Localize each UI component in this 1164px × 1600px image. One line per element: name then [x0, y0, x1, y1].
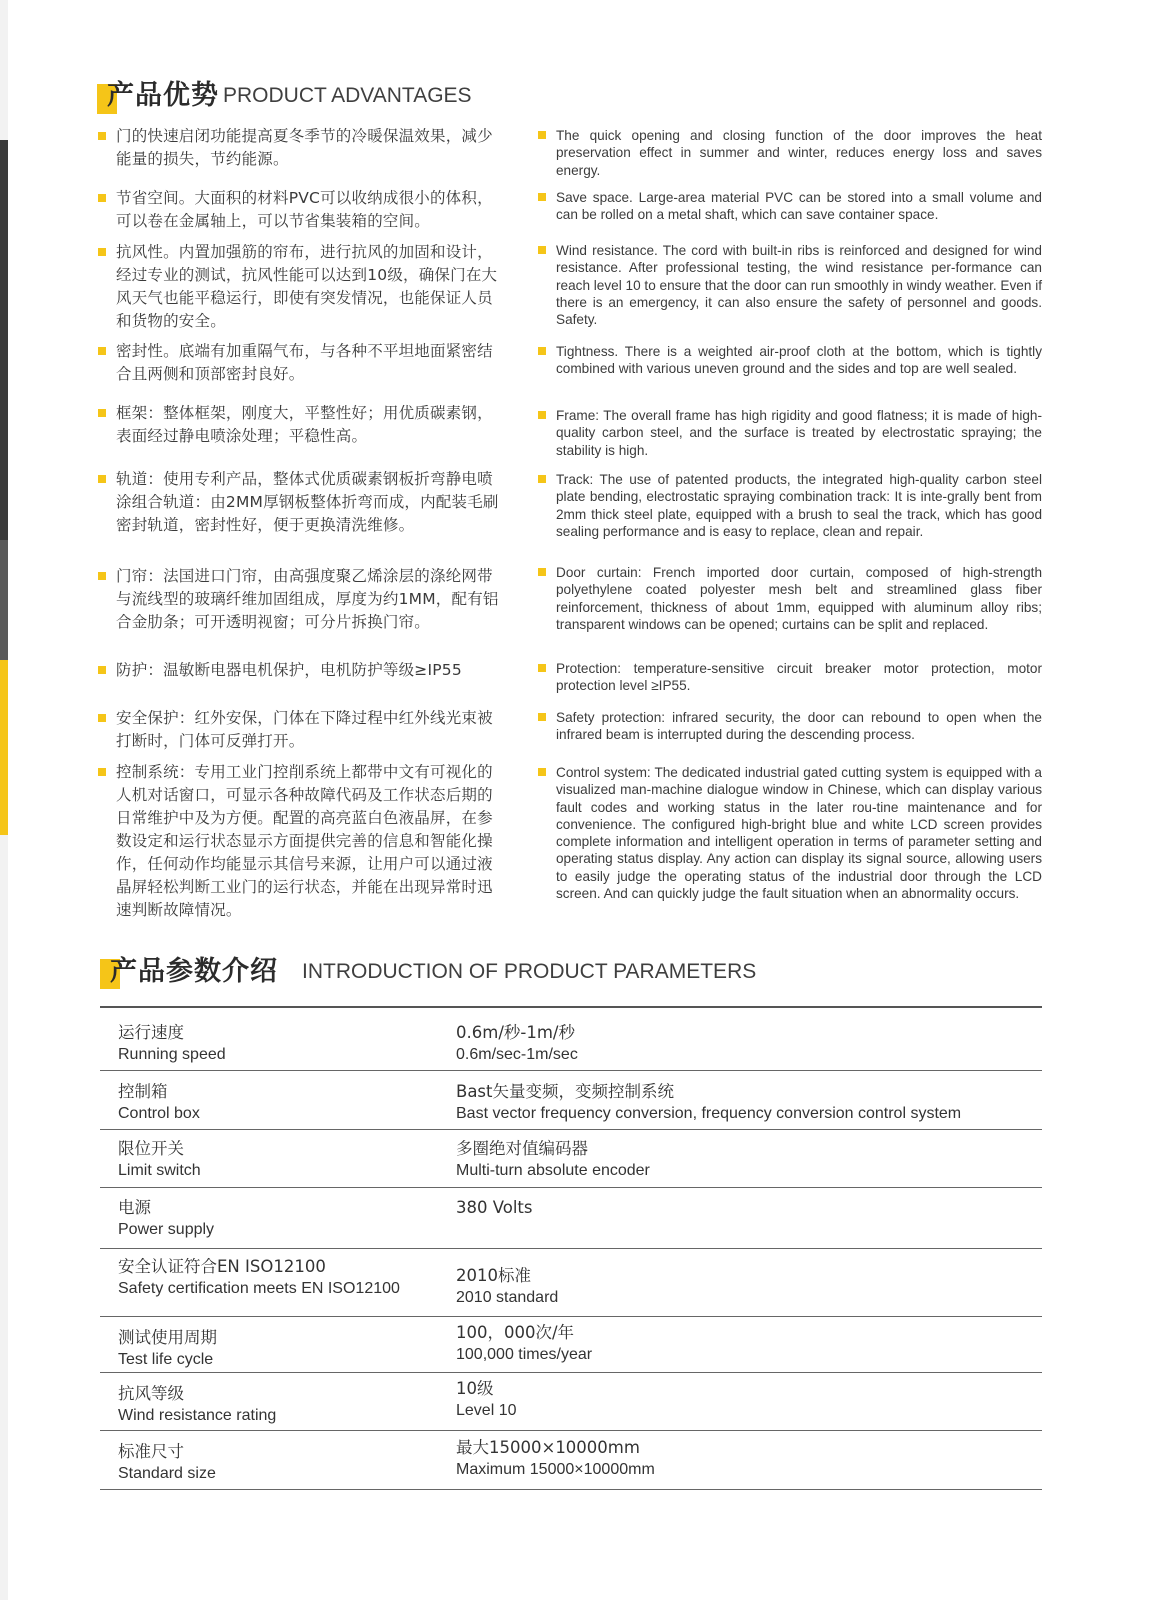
advantage-zh-item: 节省空间。大面积的材料PVC可以收纳成很小的体积，可以卷在金属轴上，可以节省集装箱的空间。: [98, 187, 504, 233]
advantage-zh-item: 安全保护：红外安保，门体在下降过程中红外线光束被打断时，门体可反弹打开。: [98, 707, 504, 753]
param-label: 电源 Power supply: [118, 1198, 215, 1238]
table-row: [100, 1317, 1042, 1373]
bullet-square: [538, 768, 546, 776]
bullet-square: [538, 131, 546, 139]
bullet-square: [538, 568, 546, 576]
table-row: [100, 1130, 1042, 1188]
advantage-en-item: The quick opening and closing function of the door improves the heat preservation effect in summer and winter, reduces energy loss and saves energy.: [538, 127, 1042, 179]
bullet-square: [538, 347, 546, 355]
advantage-en-item: Tightness. There is a weighted air-proof cloth at the bottom, which is tightly combined with various uneven ground and the sides and top are well sealed.: [538, 343, 1042, 378]
advantage-en-item: Frame: The overall frame has high rigidity and good flatness; it is made of high-quality carbon steel, and the surface is treated by electrostatic spraying; the stability is high.: [538, 407, 1042, 459]
advantage-zh-item: 抗风性。内置加强筋的帘布，进行抗风的加固和设计，经过专业的测试，抗风性能可以达到10级，确保门在大风天气也能平稳运行，即使有突发情况，也能保证人员和货物的安全。: [98, 241, 504, 333]
edge-yellow-segment: [0, 660, 8, 835]
parameters-table: [100, 1006, 1042, 1490]
advantage-zh-item: 防护：温敏断电器电机保护，电机防护等级≥IP55: [98, 659, 504, 682]
bullet-square: [538, 411, 546, 419]
param-value: 0.6m/秒-1m/秒 0.6m/sec-1m/sec: [456, 1023, 578, 1063]
bullet-square: [538, 475, 546, 483]
param-value: 最大15000×10000mm Maximum 15000×10000mm: [456, 1438, 655, 1478]
advantage-en-item: Wind resistance. The cord with built-in ribs is reinforced and designed for wind resistance. After professional testing, the wind resistance per-formance can reach level 10 to ensure that the door can run smoothly in windy weather. Even if there is an emergency, it can also ensure the safety of personnel and goods. Safety.: [538, 242, 1042, 328]
bullet-square: [98, 347, 106, 355]
param-label: 控制箱 Control box: [118, 1082, 200, 1122]
param-label: 标准尺寸 Standard size: [118, 1442, 216, 1482]
bullet-square: [98, 475, 106, 483]
edge-dark-segment: [0, 140, 8, 540]
parameters-title-en: INTRODUCTION OF PRODUCT PARAMETERS: [302, 960, 757, 983]
param-value: 10级 Level 10: [456, 1379, 517, 1419]
parameters-heading: [100, 956, 756, 988]
table-row: [100, 1008, 1042, 1071]
table-row: [100, 1249, 1042, 1317]
param-label: 运行速度 Running speed: [118, 1023, 226, 1063]
advantages-title-zh: 产品优势: [107, 80, 219, 111]
bullet-square: [98, 714, 106, 722]
param-label: 测试使用周期 Test life cycle: [118, 1328, 217, 1368]
advantage-zh-item: 门的快速启闭功能提高夏冬季节的冷暖保温效果，减少能量的损失，节约能源。: [98, 125, 504, 171]
left-edge-strip: [0, 0, 8, 1600]
advantages-heading: [97, 80, 472, 112]
edge-gray-segment: [0, 540, 8, 660]
bullet-square: [98, 572, 106, 580]
advantage-en-item: Safety protection: infrared security, the door can rebound to open when the infrared beam is interrupted during the descending process.: [538, 709, 1042, 744]
bullet-square: [98, 132, 106, 140]
advantage-zh-item: 轨道：使用专利产品，整体式优质碳素钢板折弯静电喷涂组合轨道：由2MM厚钢板整体折弯而成，内配装毛刷密封轨道，密封性好，便于更换清洗维修。: [98, 468, 504, 537]
advantage-en-item: Control system: The dedicated industrial gated cutting system is equipped with a visualized man-machine dialogue window in Chinese, which can display various fault codes and working status in the later rou-tine maintenance and for convenience. The configured high-bright blue and white LCD screen provides complete information and intelligent operation in terms of parameter setting and operating status display. Any action can display its signal source, allowing users to easily judge the operating status of the industrial door through the LCD screen. And can quickly judge the fault situation when an abnormality occurs.: [538, 764, 1042, 902]
param-label: 限位开关 Limit switch: [118, 1139, 201, 1179]
param-label: 抗风等级 Wind resistance rating: [118, 1384, 277, 1424]
bullet-square: [538, 246, 546, 254]
param-value: 2010标准 2010 standard: [456, 1266, 559, 1306]
bullet-square: [538, 664, 546, 672]
bullet-square: [98, 248, 106, 256]
bullet-square: [538, 193, 546, 201]
param-label: 安全认证符合EN ISO12100 Safety certification meets EN ISO12100: [118, 1257, 400, 1297]
bullet-square: [98, 409, 106, 417]
table-row: [100, 1188, 1042, 1249]
bullet-square: [98, 666, 106, 674]
bullet-square: [538, 713, 546, 721]
table-row: [100, 1373, 1042, 1431]
param-value: Bast矢量变频，变频控制系统 Bast vector frequency conversion, frequency conversion control system: [456, 1082, 962, 1122]
advantage-zh-item: 门帘：法国进口门帘，由高强度聚乙烯涂层的涤纶网带与流线型的玻璃纤维加固组成，厚度为约1MM，配有铝合金肋条；可开透明视窗；可分片拆换门帘。: [98, 565, 504, 634]
table-row: [100, 1431, 1042, 1490]
advantage-en-item: Door curtain: French imported door curtain, composed of high-strength polyethylene coated polyester mesh belt and streamlined glass fiber reinforcement, thickness of about 1mm, equipped with aluminum alloy ribs; transparent windows can be opened; curtains can be split and replaced.: [538, 564, 1042, 633]
advantage-en-item: Save space. Large-area material PVC can be stored into a small volume and can be rolled on a metal shaft, which can save container space.: [538, 189, 1042, 224]
advantage-en-item: Protection: temperature-sensitive circuit breaker motor protection, motor protection level ≥IP55.: [538, 660, 1042, 695]
advantage-zh-item: 框架：整体框架，刚度大，平整性好；用优质碳素钢，表面经过静电喷涂处理；平稳性高。: [98, 402, 504, 448]
table-row: [100, 1071, 1042, 1130]
advantage-zh-item: 密封性。底端有加重隔气布，与各种不平坦地面紧密结合且两侧和顶部密封良好。: [98, 340, 504, 386]
param-value: 100，000次/年 100,000 times/year: [456, 1323, 593, 1363]
parameters-title-zh: 产品参数介绍: [110, 956, 278, 987]
advantages-title-en: PRODUCT ADVANTAGES: [223, 84, 472, 107]
advantage-zh-item: 控制系统：专用工业门控削系统上都带中文有可视化的人机对话窗口，可显示各种故障代码及工作状态后期的日常维护中及为方便。配置的高亮蓝白色液晶屏，在参数设定和运行状态显示方面提供完善的信息和智能化操作，任何动作均能显示其信号来源，让用户可以通过液晶屏轻松判断工业门的运行状态，并能在出现异常时迅速判断故障情况。: [98, 761, 504, 922]
bullet-square: [98, 768, 106, 776]
param-value: 多圈绝对值编码器 Multi-turn absolute encoder: [456, 1139, 650, 1179]
param-value: 380 Volts: [456, 1198, 533, 1217]
advantage-en-item: Track: The use of patented products, the integrated high-quality carbon steel plate bending, electrostatic spraying combination track: It is inte-grally bent from 2mm thick steel plate, equipped with a brush to seal the track, which has good sealing performance and is easy to replace, clean and repair.: [538, 471, 1042, 540]
bullet-square: [98, 194, 106, 202]
